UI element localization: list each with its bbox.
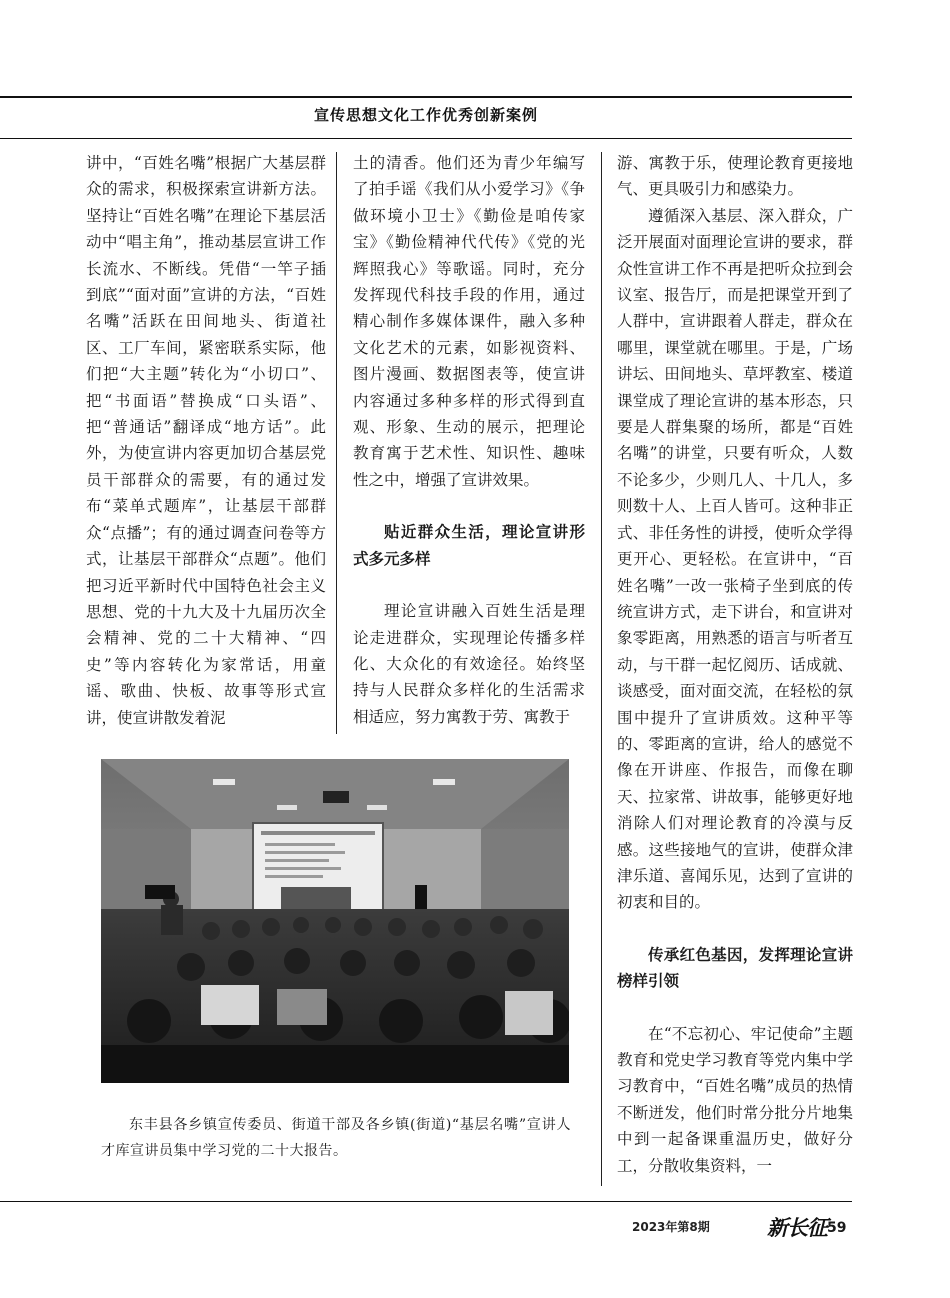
header-top-rule xyxy=(0,96,852,98)
photo-caption: 东丰县各乡镇宣传委员、街道干部及各乡镇(街道)“基层名嘴”宣讲人才库宣讲员集中学习党的二十大报告。 xyxy=(101,1117,571,1159)
column3-paragraph-3: 在“不忘初心、牢记使命”主题教育和党史学习教育等党内集中学习教育中，“百姓名嘴”成员的热情不断迸发，他们时常分批分片地集中到一起备课重温历史，做好分工，分散收集资料，一 xyxy=(617,1024,853,1175)
running-head-title: 宣传思想文化工作优秀创新案例 xyxy=(313,106,538,124)
section-heading-red-gene: 传承红色基因，发挥理论宣讲榜样引领 xyxy=(617,945,853,991)
page-number: 59 xyxy=(827,1220,847,1236)
article-column-3 xyxy=(617,150,853,1179)
article-column-1 xyxy=(86,150,326,731)
column-divider-1 xyxy=(336,152,337,734)
section-heading-life: 贴近群众生活，理论宣讲形式多元多样 xyxy=(353,523,585,568)
magazine-logo: 新长征 xyxy=(767,1215,827,1240)
meeting-photo xyxy=(101,759,569,1083)
column3-paragraph-1: 游、寓教于乐，使理论教育更接地气、更具吸引力和感染力。 xyxy=(617,154,853,199)
column-divider-2 xyxy=(601,152,602,1186)
footer-rule xyxy=(0,1201,852,1202)
column1-paragraph-1: 讲中，“百姓名嘴”根据广大基层群众的需求，积极探索宣讲新方法。坚持让“百姓名嘴”在理论下基层活动中“唱主角”，推动基层宣讲工作长流水、不断线。凭借“一竿子插到底”“面对面”宣讲的方法，“百姓名嘴”活跃在田间地头、街道社区、工厂车间，紧密联系实际，他们把“大主题”转化为“小切口”、把“书面语”替换成“口头语”、把“普通话”翻译成“地方话”。此外，为使宣讲内容更加切合基层党员干部群众的需要，有的通过发布“菜单式题库”，让基层干部群众“点播”；有的通过调查问卷等方式，让基层干部群众“点题”。他们把习近平新时代中国特色社会主义思想、党的十九大及十九届历次全会精神、党的二十大精神、“四史”等内容转化为家常话，用童谣、歌曲、快板、故事等形式宣讲，使宣讲散发着泥 xyxy=(86,154,326,727)
column2-paragraph-1: 土的清香。他们还为青少年编写了拍手谣《我们从小爱学习》《争做环境小卫士》《勤俭是咱传家宝》《勤俭精神代代传》《党的光辉照我心》等歌谣。同时，充分发挥现代科技手段的作用，通过精心制作多媒体课件，融入多种文化艺术的元素，如影视资料、图片漫画、数据图表等，使宣讲内容通过多种多样的形式得到直观、形象、生动的展示，把理论教育寓于艺术性、知识性、趣味性之中，增强了宣讲效果。 xyxy=(353,154,585,489)
column2-paragraph-2: 理论宣讲融入百姓生活是理论走进群众，实现理论传播多样化、大众化的有效途径。始终坚持与人民群众多样化的生活需求相适应，努力寓教于劳、寓教于 xyxy=(353,602,585,726)
header-bottom-rule xyxy=(0,138,852,139)
article-column-2 xyxy=(353,150,585,730)
column3-paragraph-2: 遵循深入基层、深入群众，广泛开展面对面理论宣讲的要求，群众性宣讲工作不再是把听众拉到会议室、报告厅，而是把课堂开到了人群中，宣讲跟着人群走，群众在哪里，课堂就在哪里。于是，广场讲坛、田间地头、草坪教室、楼道课堂成了理论宣讲的基本形态，只要是人群集聚的场所，都是“百姓名嘴”的讲堂，只要有听众，人数不论多少，少则几人、十几人，多则数十人、上百人皆可。这种非正式、非任务性的讲授，使听众学得更开心、更轻松。在宣讲中，“百姓名嘴”一改一张椅子坐到底的传统宣讲方式，走下讲台，和宣讲对象零距离，用熟悉的语言与听者互动，与干群一起忆阅历、话成就、谈感受，面对面交流，在轻松的氛围中提升了宣讲质效。这种平等的、零距离的宣讲，给人的感觉不像在开讲座、作报告，而像在聊天、拉家常、讲故事，能够更好地消除人们对理论教育的冷漠与反感。这些接地气的宣讲，使群众津津乐道、喜闻乐见，达到了宣讲的初衷和目的。 xyxy=(617,206,853,912)
footer-issue-label: 2023年第8期 xyxy=(632,1220,710,1234)
